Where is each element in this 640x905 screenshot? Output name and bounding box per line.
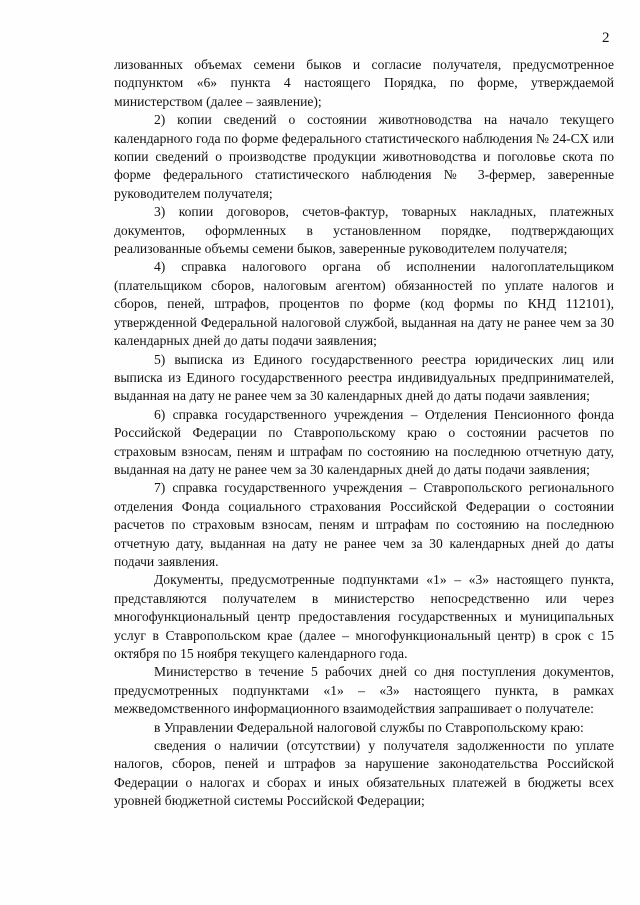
paragraph-item-3: 3) копии договоров, счетов-фактур, товарных накладных, платежных документов, оформленных в установленном порядке, подтверждающих реализованные объемы семени быков, заверенные руководителем получателя; xyxy=(114,204,614,257)
document-body xyxy=(114,56,614,811)
paragraph-continuation: лизованных объемах семени быков и согласие получателя, предусмотренное подпунктом «6» пункта 4 настоящего Порядка, по форме, утверждаемой министерством (далее – заявление); xyxy=(114,57,614,109)
paragraph-documents: Документы, предусмотренные подпунктами «1» – «3» настоящего пункта, представляются получателем в министерство непосредственно или через многофункциональный центр предоставления государственных и муниципальных услуг в Ставропольском крае (далее – многофункциональный центр) в срок с 15 октября по 15 ноября текущего календарного года. xyxy=(114,572,614,661)
paragraph-ministry: Министерство в течение 5 рабочих дней со дня поступления документов, предусмотренных подпунктами «1» – «3» настоящего пункта, в рамках межведомственного информационного взаимодействия запрашивает о получателе: xyxy=(114,664,614,717)
paragraph-item-4: 4) справка налогового органа об исполнении налогоплательщиком (плательщиком сборов, налоговым агентом) обязанностей по уплате налогов и сборов, пеней, штрафов, процентов по форме (код формы по КНД 112101), утвержденной Федеральной налоговой службой, выданная на дату не ранее чем за 30 календарных дней до даты подачи заявления; xyxy=(114,259,614,349)
paragraph-tax-info: сведения о наличии (отсутствии) у получателя задолженности по уплате налогов, сборов, пеней и штрафов за нарушение законодательства Российской Федерации о налогах и сборах и иных обязательных платежей в бюджеты всех уровней бюджетной системы Российской Федерации; xyxy=(114,738,614,809)
paragraph-item-5: 5) выписка из Единого государственного реестра юридических лиц или выписка из Единого государственного реестра индивидуальных предпринимателей, выданная на дату не ранее чем за 30 календарных дней до даты подачи заявления; xyxy=(114,351,614,404)
page-number: 2 xyxy=(602,30,610,46)
paragraph-item-7: 7) справка государственного учреждения – Ставропольского регионального отделения Фонда социального страхования Российской Федерации о состоянии расчетов по страховым взносам, пеням и штрафам по состоянию на последнюю отчетную дату, выданная на дату не ранее чем за 30 календарных дней до даты подачи заявления. xyxy=(114,480,614,569)
paragraph-tax-service: в Управлении Федеральной налоговой службы по Ставропольскому краю: xyxy=(154,719,584,735)
paragraph-item-2: 2) копии сведений о состоянии животноводства на начало текущего календарного года по форме федерального статистического наблюдения № 24-СХ или копии сведений о производстве продукции животноводства и поголовье скота по форме федерального статистического наблюдения № 3-фермер, заверенные руководителем получателя; xyxy=(114,112,614,201)
paragraph-item-6: 6) справка государственного учреждения – Отделения Пенсионного фонда Российской Федерации по Ставропольскому краю о состоянии расчетов по страховым взносам, пеням и штрафам по состоянию на последнюю отчетную дату, выданная на дату не ранее чем за 30 календарных дней до даты подачи заявления; xyxy=(114,406,614,477)
